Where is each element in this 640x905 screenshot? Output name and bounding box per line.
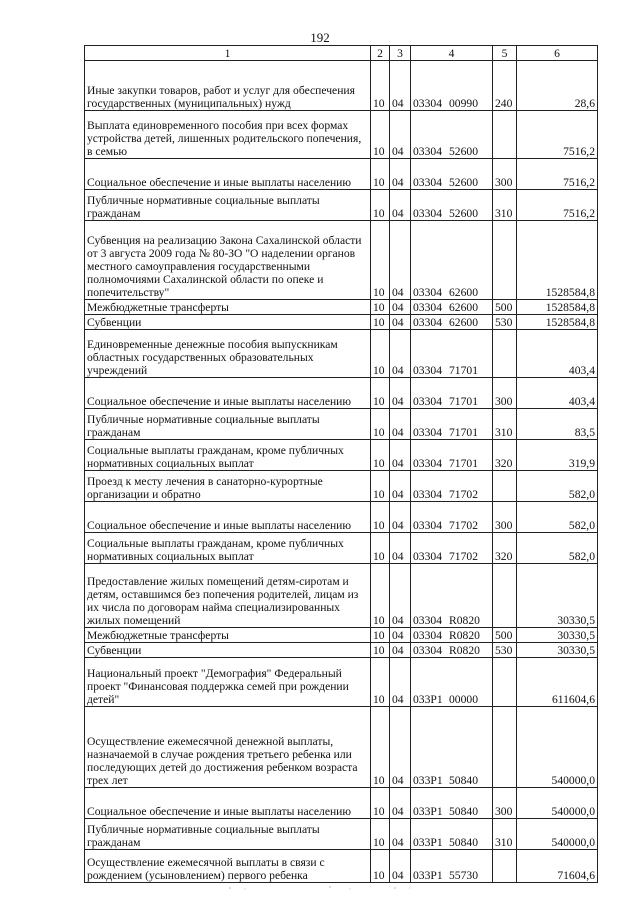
- row-target-article: [411, 440, 493, 471]
- row-expense-type: 300: [493, 159, 517, 190]
- table-row: [85, 111, 598, 159]
- row-target-program: 03304: [413, 395, 442, 409]
- row-target-direction: 52600: [449, 145, 478, 159]
- row-amount: 582,0: [517, 533, 598, 564]
- row-target-program: 03304: [413, 550, 442, 564]
- row-description: Осуществление ежемесячной денежной выплаты, назначаемой в случае рождения третьего ребенка или последующих детей до достижения ребенком возраста трех лет: [85, 707, 371, 788]
- row-section: 10: [371, 409, 390, 440]
- row-section: 10: [371, 788, 390, 819]
- table-row: [85, 159, 598, 190]
- row-target-program: 03304: [413, 457, 442, 471]
- row-target-program: 03304: [413, 364, 442, 378]
- row-subsection: 04: [390, 471, 411, 502]
- row-target-direction: 62600: [449, 286, 478, 300]
- row-amount: 403,4: [517, 378, 598, 409]
- row-description: Субвенция на реализацию Закона Сахалинской области от 3 августа 2009 года № 80-ЗО "О наделении органов местного самоуправления государственными полномочиями Сахалинской области по опеке и попечительству": [85, 221, 371, 300]
- row-target-direction: 55730: [449, 869, 478, 883]
- row-description: Иные закупки товаров, работ и услуг для обеспечения государственных (муниципальных) нужд: [85, 61, 371, 111]
- row-description: Выплата единовременного пособия при всех формах устройства детей, лишенных родительского попечения, в семью: [85, 111, 371, 159]
- row-section: 10: [371, 190, 390, 221]
- row-amount: 1528584,8: [517, 300, 598, 315]
- row-description: Социальное обеспечение и иные выплаты населению: [85, 378, 371, 409]
- row-target-article: [411, 378, 493, 409]
- row-target-program: 033Р1: [413, 805, 443, 819]
- table-row: [85, 643, 598, 658]
- row-description: Субвенции: [85, 643, 371, 658]
- row-expense-type: [493, 111, 517, 159]
- header-col-6: 6: [517, 46, 598, 61]
- row-description: Социальное обеспечение и иные выплаты населению: [85, 788, 371, 819]
- header-col-1: 1: [85, 46, 371, 61]
- row-target-program: 033Р1: [413, 774, 443, 788]
- row-target-program: 03304: [413, 145, 442, 159]
- row-amount: 30330,5: [517, 628, 598, 643]
- row-subsection: 04: [390, 788, 411, 819]
- row-target-direction: 50840: [449, 774, 478, 788]
- row-amount: 582,0: [517, 502, 598, 533]
- row-section: 10: [371, 471, 390, 502]
- row-description: Публичные нормативные социальные выплаты гражданам: [85, 409, 371, 440]
- table-row: [85, 190, 598, 221]
- row-target-article: [411, 471, 493, 502]
- row-description: Субвенции: [85, 315, 371, 330]
- table-row: [85, 658, 598, 707]
- row-expense-type: 530: [493, 315, 517, 330]
- row-target-article: [411, 111, 493, 159]
- row-amount: 28,6: [517, 61, 598, 111]
- header-row: [85, 46, 598, 61]
- row-amount: 582,0: [517, 471, 598, 502]
- row-description: Публичные нормативные социальные выплаты гражданам: [85, 190, 371, 221]
- row-subsection: 04: [390, 159, 411, 190]
- row-target-program: 03304: [413, 629, 442, 643]
- row-target-program: 03304: [413, 176, 442, 190]
- row-target-article: [411, 788, 493, 819]
- row-description: Осуществление ежемесячной выплаты в связи с рождением (усыновлением) первого ребенка: [85, 850, 371, 883]
- row-target-article: [411, 315, 493, 330]
- table-row: [85, 315, 598, 330]
- table-row: [85, 564, 598, 628]
- row-expense-type: 310: [493, 819, 517, 850]
- row-subsection: 04: [390, 440, 411, 471]
- row-target-direction: 00990: [449, 97, 478, 111]
- row-target-direction: 52600: [449, 207, 478, 221]
- row-target-article: [411, 300, 493, 315]
- row-subsection: 04: [390, 111, 411, 159]
- row-target-article: [411, 819, 493, 850]
- row-target-program: 03304: [413, 316, 442, 330]
- row-expense-type: 500: [493, 300, 517, 315]
- row-expense-type: [493, 564, 517, 628]
- table-header: [85, 46, 598, 61]
- table-row: [85, 300, 598, 315]
- row-target-article: [411, 159, 493, 190]
- row-target-article: [411, 628, 493, 643]
- table-row: [85, 533, 598, 564]
- row-target-program: 033Р1: [413, 869, 443, 883]
- row-target-direction: 71702: [449, 519, 478, 533]
- row-target-program: 03304: [413, 426, 442, 440]
- row-section: 10: [371, 111, 390, 159]
- row-target-direction: 71702: [449, 550, 478, 564]
- row-expense-type: 500: [493, 628, 517, 643]
- row-target-article: [411, 502, 493, 533]
- header-col-2: 2: [371, 46, 390, 61]
- row-subsection: 04: [390, 409, 411, 440]
- row-amount: 30330,5: [517, 643, 598, 658]
- table-row: [85, 819, 598, 850]
- row-subsection: 04: [390, 707, 411, 788]
- row-subsection: 04: [390, 628, 411, 643]
- row-section: 10: [371, 850, 390, 883]
- table-row: [85, 628, 598, 643]
- row-target-article: [411, 707, 493, 788]
- row-amount: 30330,5: [517, 564, 598, 628]
- row-section: 10: [371, 819, 390, 850]
- row-description: Социальное обеспечение и иные выплаты населению: [85, 502, 371, 533]
- row-section: 10: [371, 300, 390, 315]
- row-section: 10: [371, 643, 390, 658]
- table-row: [85, 707, 598, 788]
- row-target-direction: 71701: [449, 395, 478, 409]
- row-subsection: 04: [390, 315, 411, 330]
- row-subsection: 04: [390, 300, 411, 315]
- row-expense-type: [493, 471, 517, 502]
- row-expense-type: 300: [493, 502, 517, 533]
- row-section: 10: [371, 61, 390, 111]
- header-col-4: 4: [411, 46, 493, 61]
- row-subsection: 04: [390, 502, 411, 533]
- row-subsection: 04: [390, 221, 411, 300]
- row-subsection: 04: [390, 378, 411, 409]
- row-amount: 83,5: [517, 409, 598, 440]
- header-col-3: 3: [390, 46, 411, 61]
- row-amount: 611604,6: [517, 658, 598, 707]
- row-target-direction: 62600: [449, 301, 478, 315]
- row-section: 10: [371, 221, 390, 300]
- row-section: 10: [371, 315, 390, 330]
- row-description: Межбюджетные трансферты: [85, 300, 371, 315]
- header-col-5: 5: [493, 46, 517, 61]
- row-section: 10: [371, 707, 390, 788]
- table-row: [85, 788, 598, 819]
- table-row: [85, 61, 598, 111]
- row-target-program: 03304: [413, 614, 442, 628]
- row-subsection: 04: [390, 564, 411, 628]
- row-target-direction: 71702: [449, 488, 478, 502]
- row-target-direction: R0820: [449, 614, 480, 628]
- row-section: 10: [371, 440, 390, 471]
- row-section: 10: [371, 159, 390, 190]
- row-target-direction: R0820: [449, 629, 480, 643]
- row-amount: 1528584,8: [517, 221, 598, 300]
- row-section: 10: [371, 533, 390, 564]
- row-subsection: 04: [390, 850, 411, 883]
- row-target-program: 03304: [413, 286, 442, 300]
- row-expense-type: [493, 707, 517, 788]
- row-target-article: [411, 533, 493, 564]
- row-amount: 540000,0: [517, 707, 598, 788]
- row-subsection: 04: [390, 533, 411, 564]
- budget-table: [84, 45, 598, 883]
- row-target-program: 03304: [413, 207, 442, 221]
- row-target-direction: 00000: [449, 693, 478, 707]
- row-subsection: 04: [390, 330, 411, 378]
- row-section: 10: [371, 502, 390, 533]
- row-amount: 540000,0: [517, 788, 598, 819]
- row-target-article: [411, 409, 493, 440]
- row-expense-type: [493, 330, 517, 378]
- table-row: [85, 409, 598, 440]
- row-target-article: [411, 330, 493, 378]
- row-amount: 319,9: [517, 440, 598, 471]
- row-section: 10: [371, 378, 390, 409]
- table-row: [85, 330, 598, 378]
- row-expense-type: 300: [493, 378, 517, 409]
- row-target-article: [411, 643, 493, 658]
- table-row: [85, 440, 598, 471]
- row-amount: 1528584,8: [517, 315, 598, 330]
- row-target-article: [411, 658, 493, 707]
- row-target-direction: 52600: [449, 176, 478, 190]
- row-description: Социальное обеспечение и иные выплаты населению: [85, 159, 371, 190]
- row-section: 10: [371, 628, 390, 643]
- row-target-program: 03304: [413, 97, 442, 111]
- row-description: Социальные выплаты гражданам, кроме публичных нормативных социальных выплат: [85, 533, 371, 564]
- row-target-article: [411, 850, 493, 883]
- row-expense-type: 310: [493, 190, 517, 221]
- table-row: [85, 850, 598, 883]
- row-subsection: 04: [390, 819, 411, 850]
- row-target-article: [411, 221, 493, 300]
- row-expense-type: 300: [493, 788, 517, 819]
- table-row: [85, 221, 598, 300]
- row-target-direction: 71701: [449, 457, 478, 471]
- row-expense-type: 310: [493, 409, 517, 440]
- table-body: [85, 61, 598, 883]
- row-expense-type: [493, 658, 517, 707]
- row-target-article: [411, 190, 493, 221]
- table-row: [85, 502, 598, 533]
- row-expense-type: [493, 221, 517, 300]
- row-description: Социальные выплаты гражданам, кроме публичных нормативных социальных выплат: [85, 440, 371, 471]
- row-description: Национальный проект "Демография" Федеральный проект "Финансовая поддержка семей при рождении детей": [85, 658, 371, 707]
- row-amount: 7516,2: [517, 190, 598, 221]
- row-subsection: 04: [390, 61, 411, 111]
- row-description: Публичные нормативные социальные выплаты гражданам: [85, 819, 371, 850]
- row-target-program: 033Р1: [413, 836, 443, 850]
- row-target-article: [411, 61, 493, 111]
- row-expense-type: 320: [493, 533, 517, 564]
- row-target-program: 03304: [413, 488, 442, 502]
- row-amount: 71604,6: [517, 850, 598, 883]
- page-number: 192: [310, 30, 330, 45]
- row-target-direction: 50840: [449, 805, 478, 819]
- row-section: 10: [371, 330, 390, 378]
- scan-specks: [0, 880, 640, 900]
- row-subsection: 04: [390, 643, 411, 658]
- row-amount: 403,4: [517, 330, 598, 378]
- row-target-article: [411, 564, 493, 628]
- row-target-direction: 50840: [449, 836, 478, 850]
- row-target-direction: 71701: [449, 364, 478, 378]
- row-target-program: 033Р1: [413, 693, 443, 707]
- row-description: Единовременные денежные пособия выпускникам областных государственных образовательных учреждений: [85, 330, 371, 378]
- row-subsection: 04: [390, 658, 411, 707]
- row-description: Проезд к месту лечения в санаторно-курортные организации и обратно: [85, 471, 371, 502]
- row-amount: 7516,2: [517, 159, 598, 190]
- row-amount: 7516,2: [517, 111, 598, 159]
- row-target-program: 03304: [413, 644, 442, 658]
- table-row: [85, 471, 598, 502]
- row-expense-type: 320: [493, 440, 517, 471]
- row-section: 10: [371, 564, 390, 628]
- row-expense-type: 530: [493, 643, 517, 658]
- row-description: Предоставление жилых помещений детям-сиротам и детям, оставшимся без попечения родителей, лицам из их числа по договорам найма специализированных жилых помещений: [85, 564, 371, 628]
- row-subsection: 04: [390, 190, 411, 221]
- row-target-direction: R0820: [449, 644, 480, 658]
- row-description: Межбюджетные трансферты: [85, 628, 371, 643]
- row-expense-type: 240: [493, 61, 517, 111]
- row-section: 10: [371, 658, 390, 707]
- row-target-direction: 71701: [449, 426, 478, 440]
- row-amount: 540000,0: [517, 819, 598, 850]
- row-target-program: 03304: [413, 301, 442, 315]
- row-target-direction: 62600: [449, 316, 478, 330]
- row-target-program: 03304: [413, 519, 442, 533]
- row-expense-type: [493, 850, 517, 883]
- table-row: [85, 378, 598, 409]
